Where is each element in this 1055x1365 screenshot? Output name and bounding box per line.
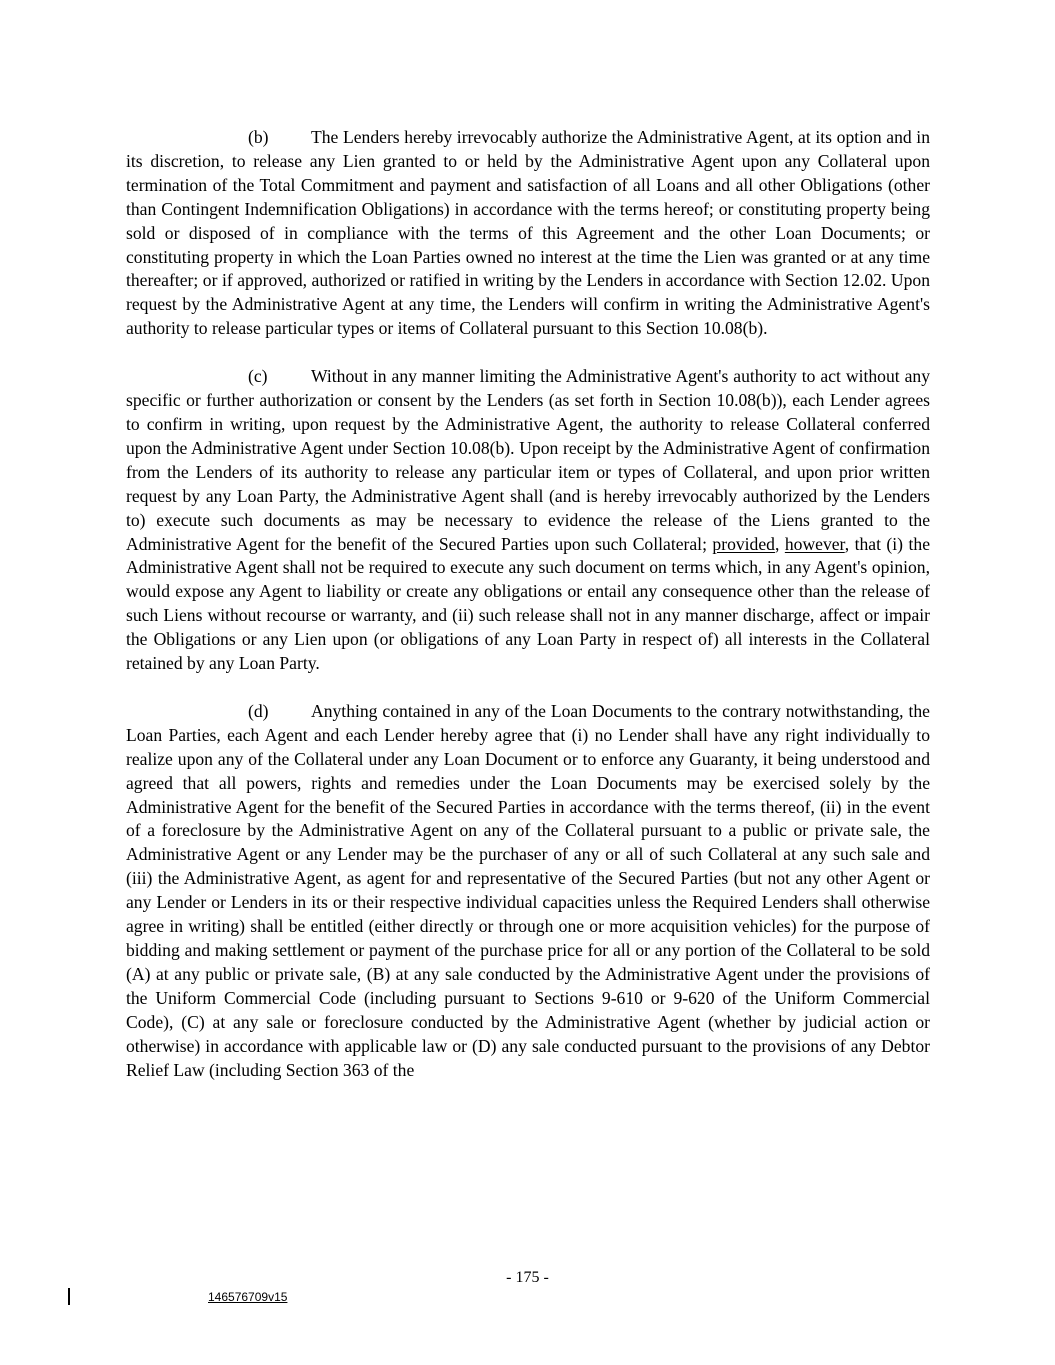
page-number: - 175 - bbox=[506, 1269, 549, 1286]
paragraph-label: (c) bbox=[248, 366, 268, 387]
paragraph-text: , that (i) the Administrative Agent shall not be required to execute any such document on terms which, in any Agent's opinion, would expose any Agent to liability or create any obligations or entail any consequence other than the release of such Liens without recourse or warranty, and (ii) such release shall not in any manner discharge, affect or impair the Obligations or any Lien upon (or obligations of any Loan Party in respect of) all interests in the Collateral retained by any Loan Party. bbox=[126, 533, 930, 674]
paragraph-text: The Lenders hereby irrevocably authorize the Administrative Agent, at its option and in its discretion, to release any Lien granted to or held by the Administrative Agent upon any Collateral upon termination of the Total Commitment and payment and satisfaction of all Loans and all other Obligations (other than Contingent Indemnification Obligations) in accordance with the terms hereof; or constituting property being sold or disposed of in compliance with the terms of this Agreement and the other Loan Documents; or constituting property in which the Loan Parties owned no interest at the time the Lien was granted or at any time thereafter; or if approved, authorized or ratified in writing by the Lenders in accordance with Section 12.02. Upon request by the Administrative Agent at any time, the Lenders will confirm in writing the Administrative Agent's authority to release particular types or items of Collateral pursuant to this Section 10.08(b). bbox=[126, 127, 930, 339]
paragraph-label: (b) bbox=[248, 127, 269, 147]
underlined-term-provided: provided bbox=[712, 533, 775, 554]
document-id: 146576709v15 bbox=[208, 1290, 288, 1304]
paragraph-b bbox=[126, 126, 930, 341]
document-body bbox=[126, 126, 930, 1106]
paragraph-d bbox=[126, 700, 930, 1083]
paragraph-text: Anything contained in any of the Loan Documents to the contrary notwithstanding, the Loan Parties, each Agent and each Lender hereby agree that (i) no Lender shall have any right individually to realize upon any of the Collateral under any Loan Document or to enforce any Guaranty, it being understood and agreed that all powers, rights and remedies under the Loan Documents may be exercised solely by the Administrative Agent for the benefit of the Secured Parties in accordance with the terms thereof, (ii) in the event of a foreclosure by the Administrative Agent on any of the Collateral pursuant to a public or private sale, the Administrative Agent or any Lender may be the purchaser of any or all of such Collateral at any such sale and (iii) the Administrative Agent, as agent for and representative of the Secured Parties (but not any other Agent or any Lender or Lenders in its or their respective individual capacities unless the Required Lenders shall otherwise agree in writing) shall be entitled (either directly or through one or more acquisition vehicles) for the purpose of bidding and making settlement or payment of the purchase price for all or any portion of the Collateral to be sold (A) at any public or private sale, (B) at any sale conducted by the Administrative Agent under the provisions of the Uniform Commercial Code (including pursuant to Sections 9-610 or 9-620 of the Uniform Commercial Code), (C) at any sale or foreclosure conducted by the Administrative Agent (whether by judicial action or otherwise) in accordance with applicable law or (D) any sale conducted pursuant to the provisions of any Debtor Relief Law (including Section 363 of the bbox=[126, 700, 930, 1080]
paragraph-c bbox=[126, 365, 930, 676]
paragraph-text: Without in any manner limiting the Administrative Agent's authority to act without any specific or further authorization or consent by the Lenders (as set forth in Section 10.08(b)), each Lender agrees to confirm in writing, upon request by the Administrative Agent, the authority to release Collateral conferred upon the Administrative Agent under Section 10.08(b). Upon receipt by the Administrative Agent of confirmation from the Lenders of its authority to release any particular item or types of Collateral, and upon prior written request by any Loan Party, the Administrative Agent shall (and is hereby irrevocably authorized by the Lenders to) execute such documents as may be necessary to evidence the release of the Liens granted to the Administrative Agent for the benefit of the Secured Parties upon such Collateral; bbox=[126, 366, 930, 554]
revision-change-bar bbox=[68, 1288, 70, 1305]
underlined-term-however: however bbox=[784, 533, 845, 554]
paragraph-label: (d) bbox=[248, 700, 269, 721]
term-separator: , bbox=[774, 533, 785, 554]
